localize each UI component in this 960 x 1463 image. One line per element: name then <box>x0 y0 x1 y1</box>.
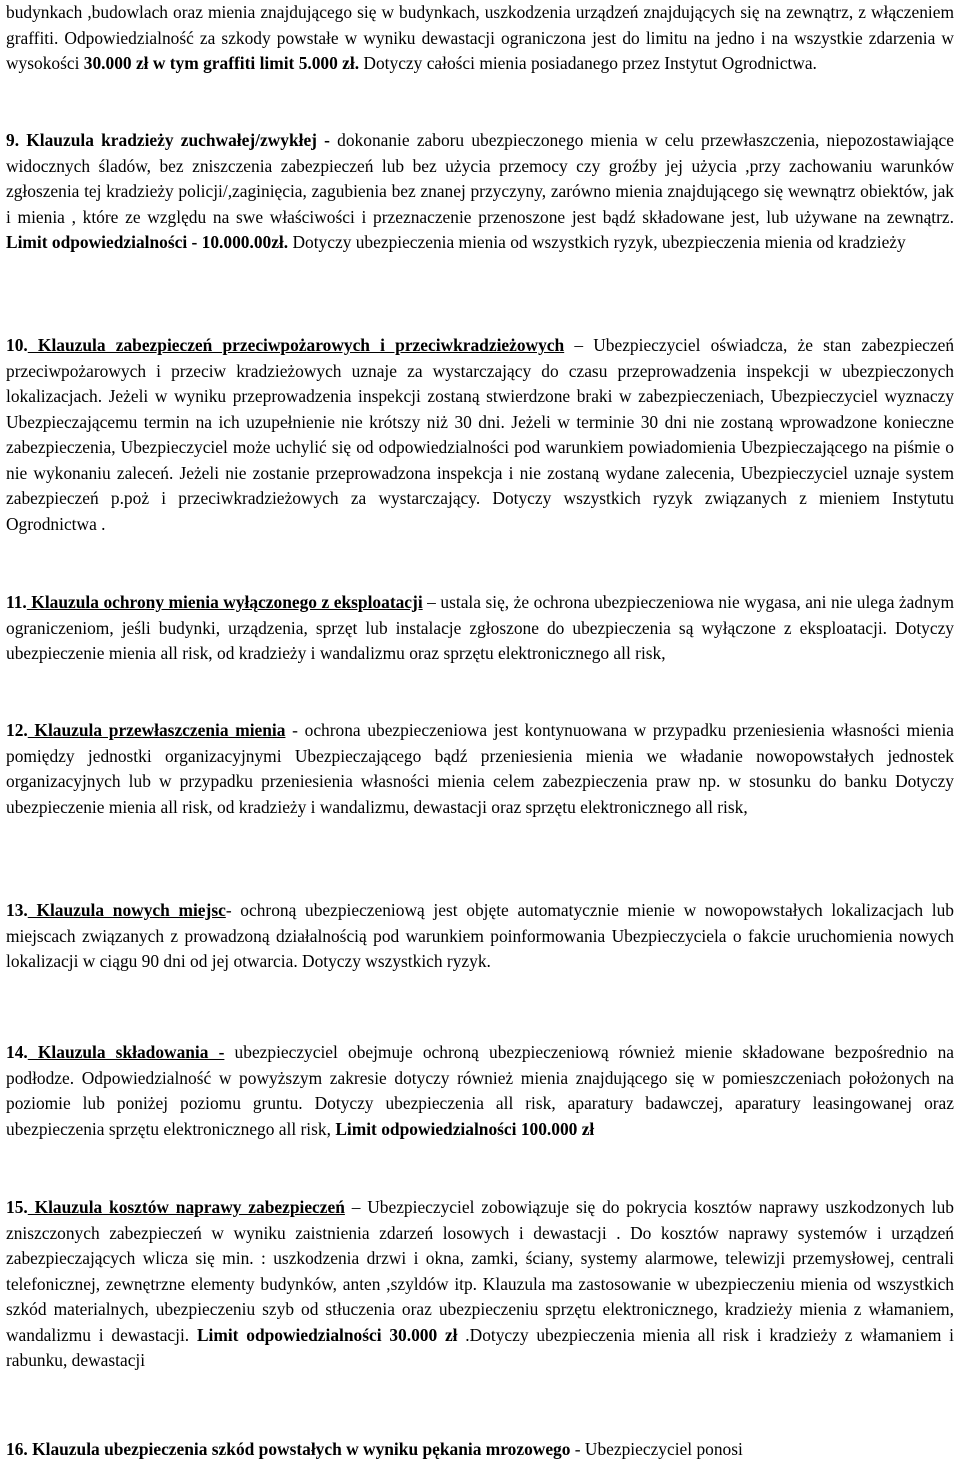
clause-12-text: - ochrona ubezpieczeniowa jest kontynuowana w przypadku przeniesienia własności mienia pomiędzy jednostki organizacyjnymi Ubezpieczającego bądź przeniesienia mienia we władanie nowopowstałych jednostek organizacyjnych lub w przypadku przeniesienia własności mienia celem zabezpieczenia praw np. w stosunku do banku Dotyczy ubezpieczenie mienia all risk, od kradzieży i wandalizmu, dewastacji oraz sprzętu elektronicznego all risk, <box>6 720 954 817</box>
clause-14-text: ubezpieczyciel obejmuje ochroną ubezpieczeniową również mienie składowane bezpośrednio na podłodze. Odpowiedzialność w powyższym zakresie dotyczy również mienia znajdującego się w pomieszczeniach położonych na poziomie lub poniżej poziomu gruntu. Dotyczy ubezpieczenia all risk, aparatury badawczej, aparatury leasingowanej oraz ubezpieczenia sprzętu elektronicznego all risk, <box>6 1042 954 1139</box>
clause-16-text: - Ubezpieczyciel ponosi <box>570 1439 743 1459</box>
clause-13-heading: Klauzula nowych miejsc <box>27 900 226 920</box>
clause-16-heading: 16. Klauzula ubezpieczenia szkód powstałych w wyniku pękania mrozowego <box>6 1439 571 1459</box>
clause-12-number: 12. <box>6 720 28 740</box>
clause-9-heading: 9. Klauzula kradzieży zuchwałej/zwykłej - <box>6 130 330 150</box>
clause-14-heading: Klauzula składowania - <box>27 1042 225 1062</box>
clause-9-text: dokonanie zaboru ubezpieczonego mienia w celu przewłaszczenia, niepozostawiające widocznych śladów, bez zniszczenia zabezpieczeń lub bez użycia przemocy czy groźby jej użycia ,przy zachowaniu warunków zgłoszenia tej kradzieży policji/,zaginięcia, zagubienia bez znanej przyczyny, zarówno mienia znajdującego się wewnątrz obiektów, jak i mienia , które ze względu na swe właściwości i przeznaczenie przenoszone jest bądź składowane jest, lub używane na zewnątrz. <box>6 130 954 227</box>
clause-14-number: 14. <box>6 1042 28 1062</box>
clause-10 <box>6 333 954 537</box>
clause-13 <box>6 898 954 975</box>
clause-9-limit: Limit odpowiedzialności - 10.000.00zł. <box>6 232 289 252</box>
paragraph-intro <box>6 0 954 77</box>
clause-14-limit: Limit odpowiedzialności 100.000 zł <box>335 1118 595 1139</box>
clause-13-number: 13. <box>6 900 28 920</box>
clause-15-heading: Klauzula kosztów naprawy zabezpieczeń <box>27 1197 345 1217</box>
intro-scope: Dotyczy całości mienia posiadanego przez Instytut Ogrodnictwa. <box>359 53 817 73</box>
clause-11-number: 11. <box>6 592 27 612</box>
clause-12-heading: Klauzula przewłaszczenia mienia <box>27 720 286 740</box>
clause-9-scope: Dotyczy ubezpieczenia mienia od wszystkich ryzyk, ubezpieczenia mienia od kradzieży <box>288 232 906 252</box>
clause-15 <box>6 1195 954 1374</box>
clause-10-heading: Klauzula zabezpieczeń przeciwpożarowych i przeciwkradzieżowych <box>27 335 565 355</box>
clause-15-number: 15. <box>6 1197 28 1217</box>
clause-9 <box>6 128 954 256</box>
clause-16 <box>6 1437 954 1463</box>
clause-11-heading: Klauzula ochrony mienia wyłączonego z eksploatacji <box>26 592 423 612</box>
clause-11 <box>6 590 954 667</box>
clause-12 <box>6 718 954 820</box>
clause-15-scope: .Dotyczy ubezpieczenia mienia all risk i kradzieży z włamaniem i rabunku, dewastacji <box>6 1324 954 1370</box>
clause-15-limit: Limit odpowiedzialności 30.000 zł <box>196 1324 458 1345</box>
clause-14 <box>6 1040 954 1142</box>
clause-11-text: – ustala się, że ochrona ubezpieczeniowa nie wygasa, ani nie ulega żadnym ograniczeniom, jeśli budynki, urządzenia, sprzęt lub instalacje zgłoszone do ubezpieczenia są wyłączone z eksploatacji. Dotyczy ubezpieczenie mienia all risk, od kradzieży i wandalizmu oraz sprzętu elektronicznego all risk, <box>6 592 954 663</box>
clause-13-text: - ochroną ubezpieczeniową jest objęte automatycznie mienie w nowopowstałych lokalizacjach lub miejscach związanych z prowadzoną działalnością pod warunkiem poinformowania Ubezpieczyciela o fakcie uruchomienia nowych lokalizacji w ciągu 90 dni od jej otwarcia. Dotyczy wszystkich ryzyk. <box>6 900 955 971</box>
clause-10-number: 10. <box>6 335 28 355</box>
intro-text: budynkach ,budowlach oraz mienia znajdującego się w budynkach, uszkodzenia urządzeń znajdujących się na zewnątrz, z włączeniem graffiti. Odpowiedzialność za szkody powstałe w wyniku dewastacji ograniczona jest do limitu na jedno i na wszystkie zdarzenia w wysokości <box>6 2 954 73</box>
clause-10-text: – Ubezpieczyciel oświadcza, że stan zabezpieczeń przeciwpożarowych i przeciw kradzieżowych uznaje za wystarczający do czasu przeprowadzenia inspekcji w ubezpieczonych lokalizacjach. Jeżeli w wyniku przeprowadzenia inspekcji zostaną stwierdzone braki w zabezpieczeniach, Ubezpieczyciel wyznaczy Ubezpieczającemu termin na ich uzupełnienie nie krótszy niż 30 dni. Jeżeli w terminie 30 dni nie zostaną wprowadzone konieczne zabezpieczenia, Ubezpieczyciel może uchylić się od odpowiedzialności pod warunkiem powiadomienia Ubezpieczającego na piśmie o nie wykonaniu zaleceń. Jeżeli nie zostanie przeprowadzona inspekcja i nie zostaną wydane zalecenia, Ubezpieczyciel uznaje system zabezpieczeń p.poż i przeciwkradzieżowych za wystarczający. Dotyczy wszystkich ryzyk związanych z mieniem Instytutu Ogrodnictwa . <box>6 335 955 534</box>
clause-15-text: – Ubezpieczyciel zobowiązuje się do pokrycia kosztów naprawy uszkodzonych lub zniszczonych zabezpieczeń w wyniku zaistnienia zdarzeń losowych i dewastacji . Do kosztów naprawy systemów i urządzeń zabezpieczających wlicza się min. : uszkodzenia drzwi i okna, zamki, ściany, systemy alarmowe, telewizji przemysłowej, centrali telefonicznej, zewnętrzne elementy budynków, anten ,szyldów itp. Klauzula ma zastosowanie w ubezpieczeniu mienia od wszystkich szkód materialnych, ubezpieczeniu szyb od stłuczenia oraz ubezpieczeniu sprzętu elektronicznego, kradzieży mienia z włamaniem, wandalizmu i dewastacji. <box>6 1197 954 1345</box>
intro-limit: 30.000 zł w tym graffiti limit 5.000 zł. <box>83 53 360 73</box>
